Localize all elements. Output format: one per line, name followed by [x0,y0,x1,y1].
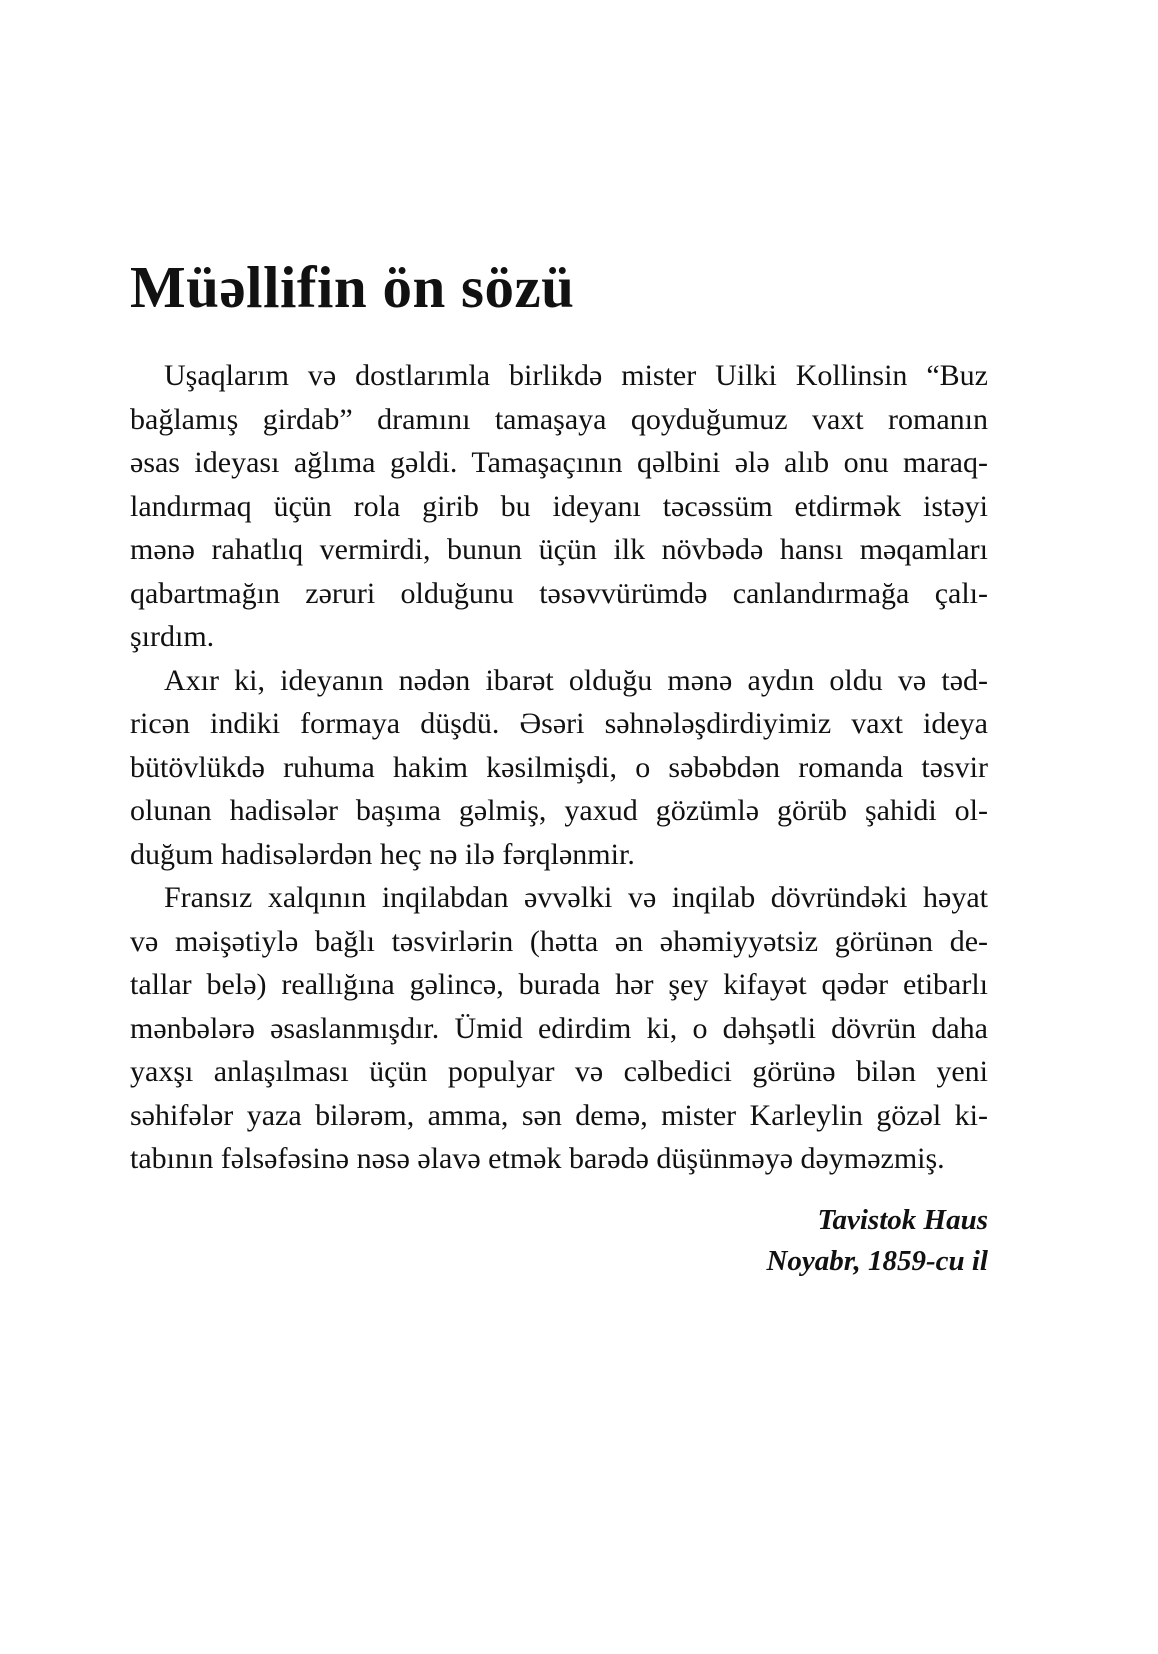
paragraph-1 [130,354,988,659]
text-line: şırdım. [130,620,215,653]
text-line: bütövlükdə ruhuma hakim kəsilmişdi, o səbəbdən romanda təsvir [130,750,988,784]
signature-date: Noyabr, 1859-cu il [766,1245,988,1277]
text-line: mənə rahatlıq vermirdi, bunun üçün ilk növbədə hansı məqamları [130,533,988,566]
text-line: Axır ki, ideyanın nədən ibarət olduğu mənə aydın oldu və təd- [164,663,988,697]
body-text [130,354,988,1181]
paragraph-3 [130,876,988,1181]
text-line: tallar belə) reallığına gəlincə, burada hər şey kifayət qədər etibarlı [130,968,988,1001]
text-line: olunan hadisələr başıma gəlmiş, yaxud gözümlə görüb şahidi ol- [130,794,988,827]
paragraph-2 [130,659,988,877]
text-line: Uşaqlarım və dostlarımla birlikdə mister Uilki Kollinsin “Buz [164,359,988,392]
text-line: qabartmağın zəruri olduğunu təsəvvürümdə canlandırmağa çalı- [130,576,988,610]
page-title: Müəllifin ön sözü [130,254,575,320]
text-line: əsas ideyası ağlıma gəldi. Tamaşaçının qəlbini ələ alıb onu maraq- [130,446,988,479]
signature-place: Tavistok Haus [817,1204,988,1236]
signature [766,1200,988,1282]
text-line: səhifələr yaza bilərəm, amma, sən demə, mister Karleylin gözəl ki- [130,1098,988,1132]
text-line: və məişətiylə bağlı təsvirlərin (hətta ən əhəmiyyətsiz görünən de- [130,924,988,958]
text-line: ricən indiki formaya düşdü. Əsəri səhnələşdirdiyimiz vaxt ideya [130,707,988,740]
text-line: duğum hadisələrdən heç nə ilə fərqlənmir. [130,837,635,871]
text-line: yaxşı anlaşılması üçün populyar və cəlbedici görünə bilən yeni [130,1055,988,1088]
text-line: landırmaq üçün rola girib bu ideyanı təcəssüm etdirmək istəyi [130,489,988,523]
text-line: mənbələrə əsaslanmışdır. Ümid edirdim ki, o dəhşətli dövrün daha [130,1011,988,1045]
text-line: bağlamış girdab” dramını tamaşaya qoyduğumuz vaxt romanın [130,402,988,436]
text-line: Fransız xalqının inqilabdan əvvəlki və inqilab dövründəki həyat [164,881,988,914]
text-line: tabının fəlsəfəsinə nəsə əlavə etmək barədə düşünməyə dəyməzmiş. [130,1142,945,1175]
